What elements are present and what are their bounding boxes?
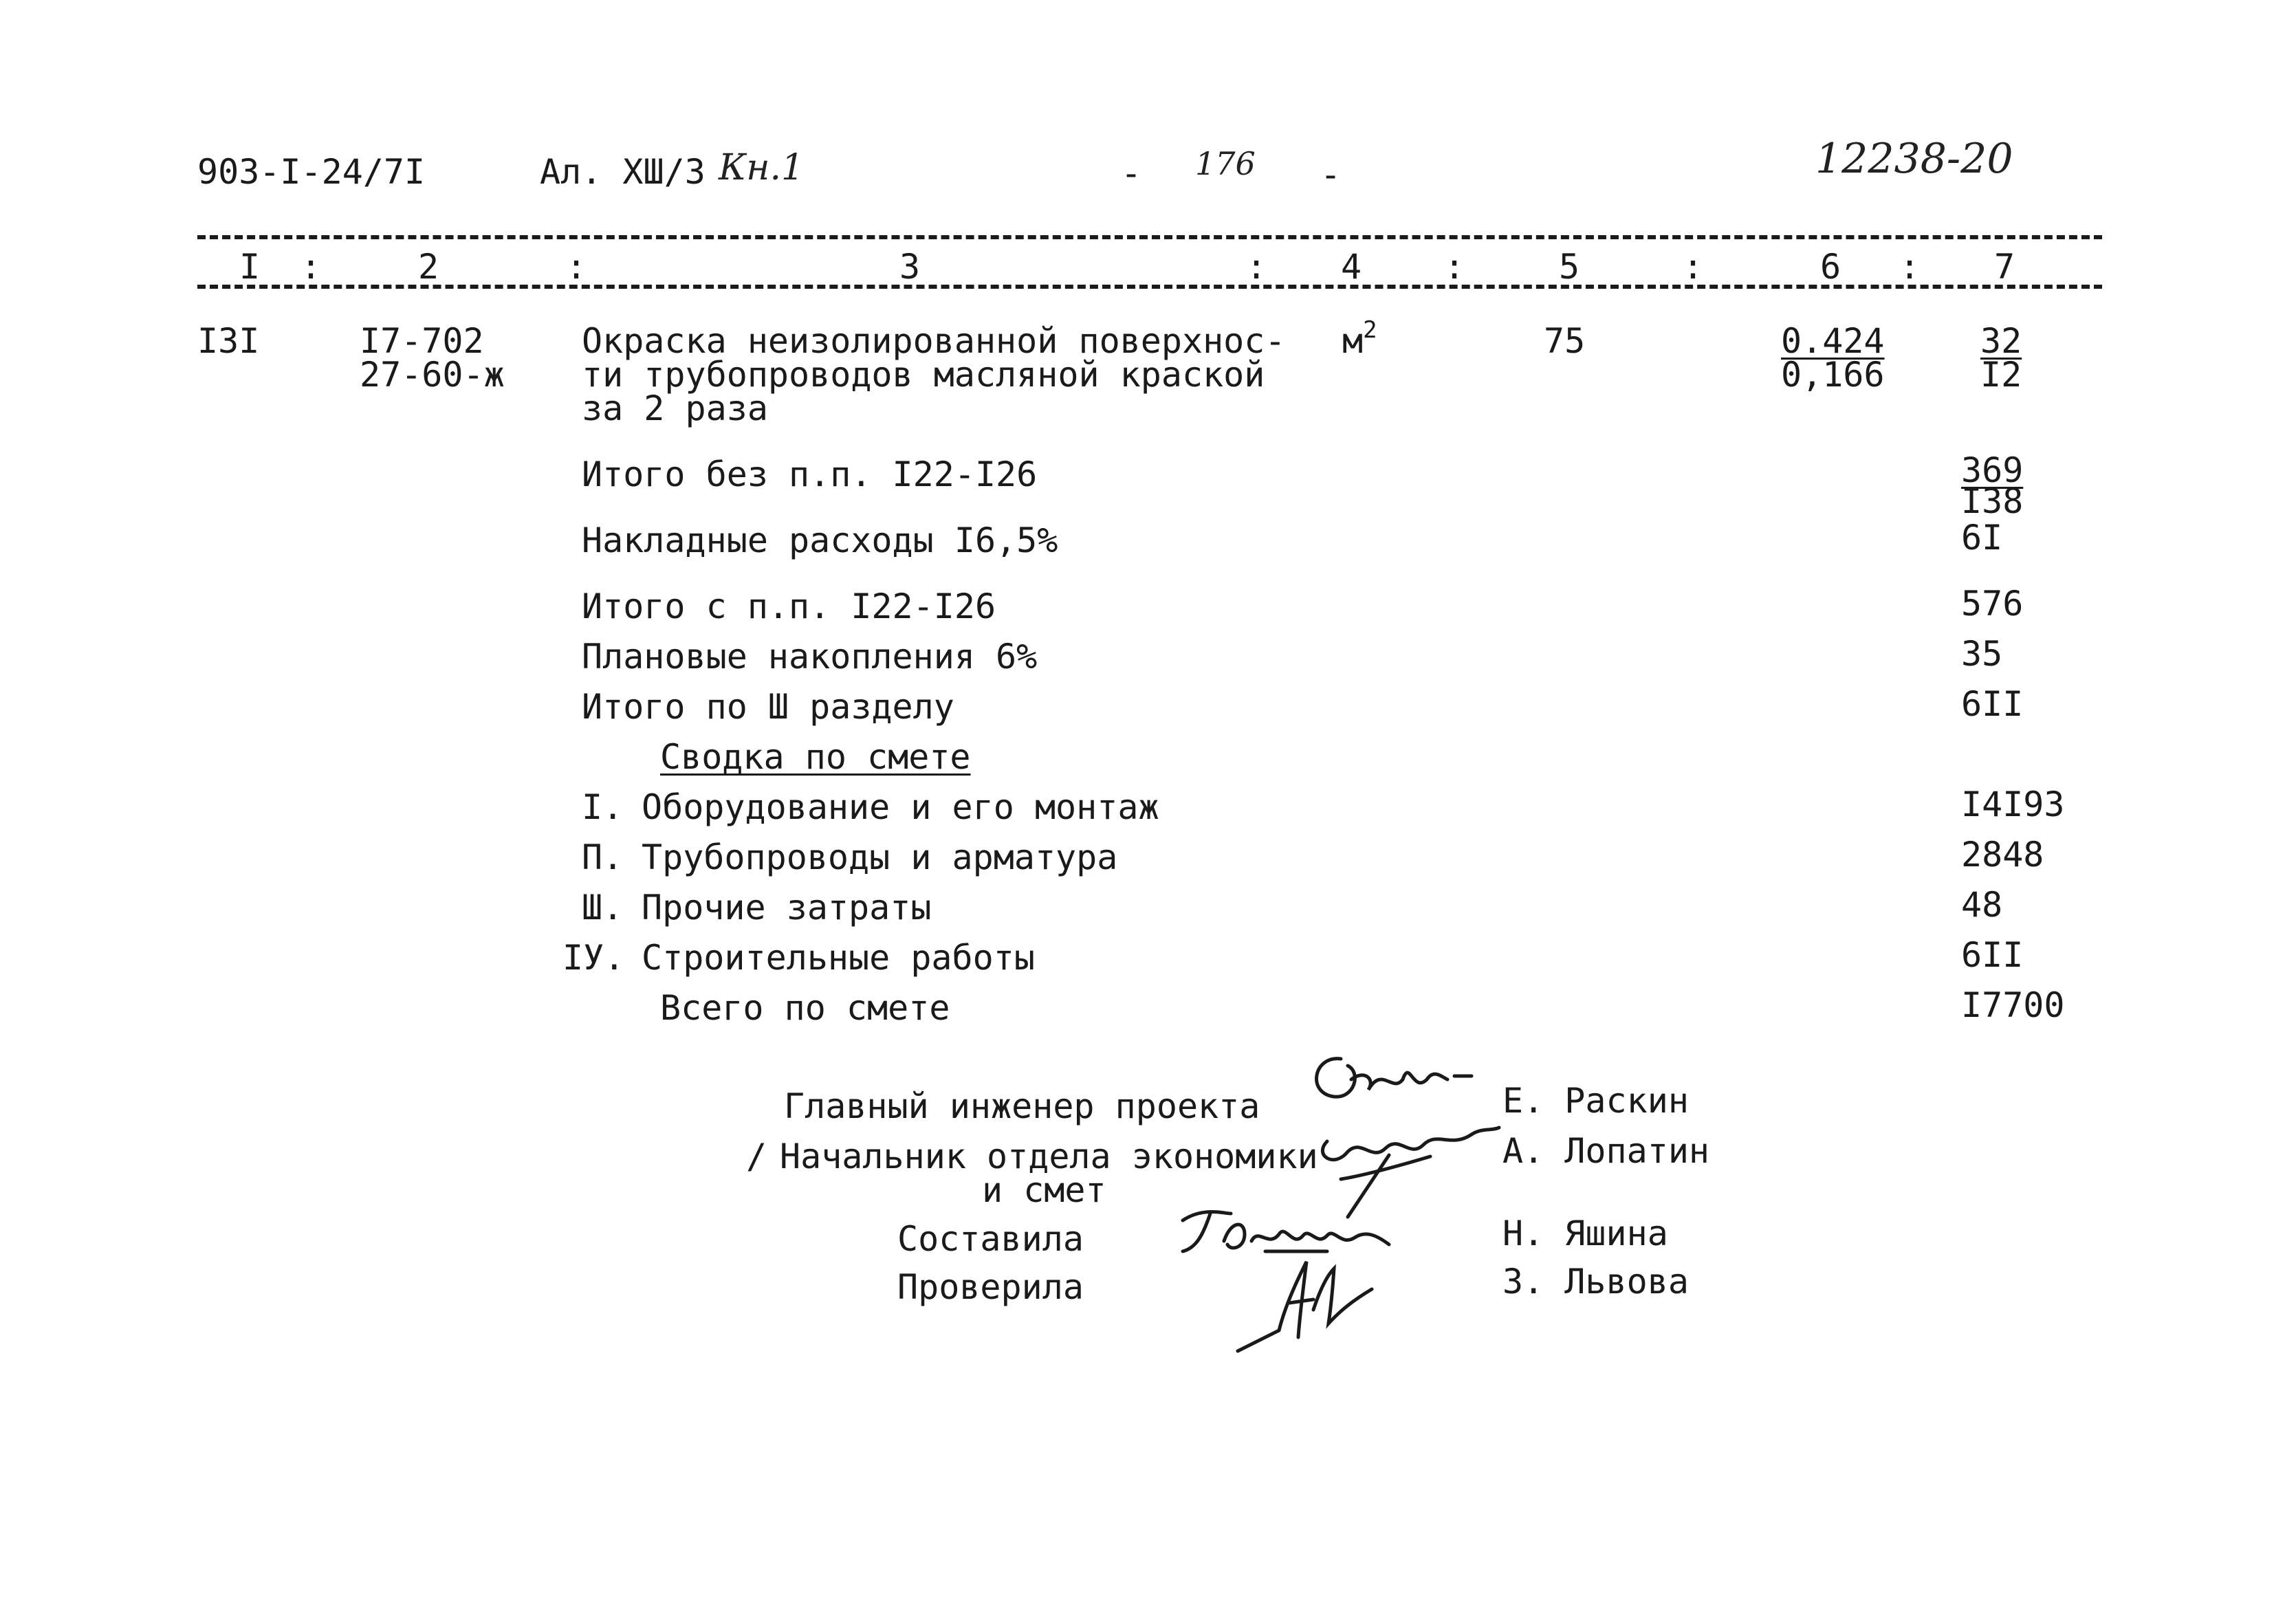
signature-checker-icon <box>1224 1248 1389 1358</box>
signature-role-line2: и смет <box>982 1170 1106 1210</box>
signature-role: Составила <box>897 1219 1084 1259</box>
item-code: 27-60-ж <box>360 355 505 395</box>
total-value: 35 <box>1961 634 2003 674</box>
header-rule-bottom <box>197 285 2102 289</box>
summary-item-label: Прочие затраты <box>642 888 932 928</box>
summary-item-num: П. <box>582 837 624 877</box>
album-ref: Ал. ХШ/3 <box>540 152 706 192</box>
summary-item-label: Трубопроводы и арматура <box>642 837 1118 877</box>
item-description-line: за 2 раза <box>582 388 768 428</box>
doc-code: 903-I-24/7I <box>197 152 426 192</box>
col-sep: : <box>1899 247 1921 287</box>
signature-chief-engineer-icon <box>1300 1038 1478 1121</box>
item-total-top: 32 <box>1980 321 2022 361</box>
item-quantity: 75 <box>1544 321 1586 361</box>
item-unit-price-bottom: 0,166 <box>1781 355 1885 395</box>
summary-item-value: 48 <box>1961 885 2003 925</box>
col-sep: : <box>566 247 587 287</box>
summary-item-value: 6II <box>1961 935 2024 975</box>
summary-item-num: I. <box>582 787 624 827</box>
total-value: 6II <box>1961 684 2024 724</box>
signature-role: Начальник отдела экономики <box>780 1137 1318 1176</box>
total-label: Итого с п.п. I22-I26 <box>582 586 996 626</box>
summary-title: Сводка по смете <box>660 737 971 777</box>
summary-item-num: Ш. <box>582 888 624 928</box>
total-label: Итого по Ш разделу <box>582 687 954 727</box>
item-unit <box>1342 316 1377 361</box>
signature-name: А. Лопатин <box>1502 1131 1710 1171</box>
summary-item-value: I4I93 <box>1961 784 2065 824</box>
item-description-line: Окраска неизолированной поверхнос- <box>582 321 1286 361</box>
signature-name: З. Львова <box>1502 1262 1689 1302</box>
signature-name: Н. Яшина <box>1502 1214 1668 1253</box>
signature-name: Е. Раскин <box>1502 1081 1689 1121</box>
col-header-4: 4 <box>1341 247 1362 287</box>
total-label: Накладные расходы I6,5% <box>582 520 1058 560</box>
total-label: Итого без п.п. I22-I26 <box>582 454 1038 494</box>
col-sep: : <box>1444 247 1465 287</box>
col-sep: : <box>1683 247 1704 287</box>
summary-item-value: 2848 <box>1961 835 2044 875</box>
item-total-bottom: I2 <box>1980 355 2022 395</box>
signature-role: Главный инженер проекта <box>784 1086 1260 1126</box>
total-value-top: 369 <box>1961 450 2024 490</box>
col-header-7: 7 <box>1994 247 2015 287</box>
page-dash-right: - <box>1320 155 1342 195</box>
summary-item-num: IУ. <box>562 938 625 978</box>
col-sep: : <box>1246 247 1267 287</box>
unit-power: 2 <box>1363 316 1377 344</box>
col-sep: : <box>300 247 322 287</box>
book-ref: Кн.1 <box>719 147 805 188</box>
item-description-line: ти трубопроводов масляной краской <box>582 355 1265 395</box>
total-value-bottom: I38 <box>1961 481 2024 521</box>
signature-role: Проверила <box>897 1267 1084 1307</box>
grand-total-value: I7700 <box>1961 985 2065 1025</box>
page-dash-left: - <box>1121 153 1142 193</box>
col-header-6: 6 <box>1820 247 1841 287</box>
item-code: I7-702 <box>360 321 484 361</box>
total-value: 6I <box>1961 518 2003 558</box>
archive-number: 12238-20 <box>1815 135 2013 183</box>
tick-mark: / <box>746 1137 767 1176</box>
total-label: Плановые накопления 6% <box>582 637 1038 677</box>
col-header-2: 2 <box>418 247 439 287</box>
col-header-1: I <box>239 247 261 287</box>
header-rule-top <box>197 235 2102 239</box>
grand-total-label: Всего по смете <box>660 988 950 1028</box>
unit-symbol: м <box>1342 321 1364 361</box>
summary-item-label: Строительные работы <box>642 938 1035 978</box>
col-header-5: 5 <box>1559 247 1580 287</box>
col-header-3: 3 <box>899 247 921 287</box>
summary-item-label: Оборудование и его монтаж <box>642 787 1159 827</box>
total-value: 576 <box>1961 584 2024 624</box>
page-number: 176 <box>1195 145 1256 182</box>
item-unit-price-top: 0.424 <box>1781 321 1885 361</box>
item-number: I3I <box>197 321 260 361</box>
